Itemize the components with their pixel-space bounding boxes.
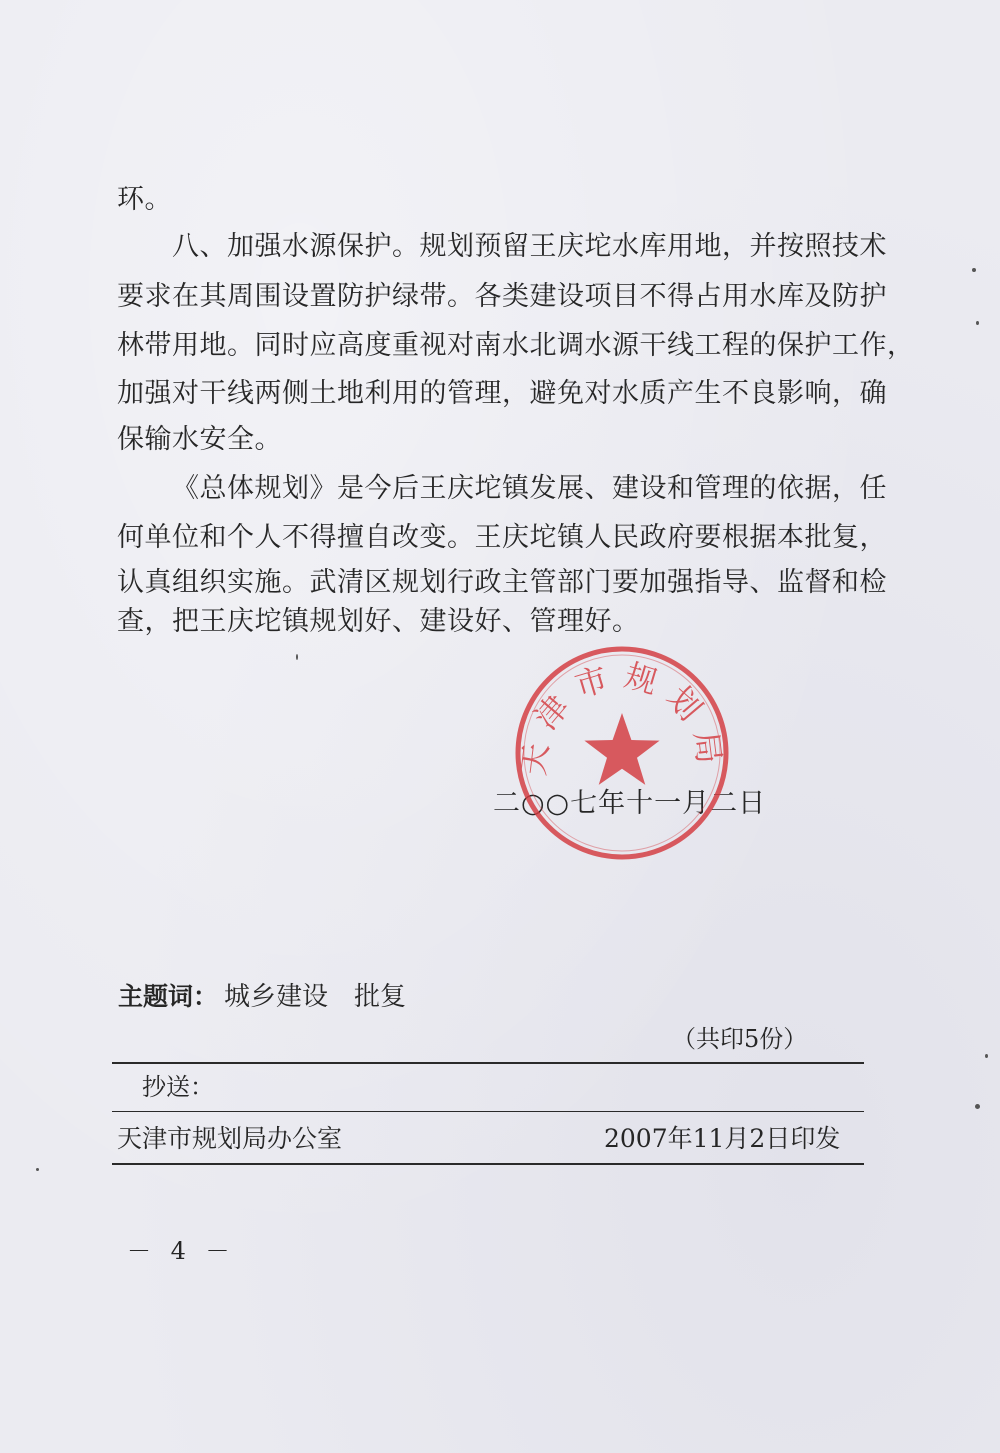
- scan-speck: [972, 268, 976, 272]
- body-line-10: 查，把王庆坨镇规划好、建设好、管理好。: [117, 606, 640, 637]
- keywords-label: 主题词：: [118, 982, 219, 1011]
- subject-keywords: [118, 981, 406, 1013]
- seal-text: 天津市规划局: [514, 656, 730, 778]
- footer-rule-middle: [112, 1111, 864, 1112]
- body-line-7: 《总体规划》是今后王庆坨镇发展、建设和管理的依据，任: [172, 473, 887, 504]
- body-line-3: 要求在其周围设置防护绿带。各类建设项目不得占用水库及防护: [117, 281, 887, 312]
- footer-rule-top: [112, 1062, 864, 1064]
- scan-speck: [976, 321, 979, 325]
- issue-date: 2007年11月2日印发: [604, 1124, 841, 1153]
- scan-speck: [985, 1054, 988, 1058]
- scan-speck: [36, 1168, 39, 1171]
- scan-speck: [975, 1104, 980, 1109]
- body-line-6: 保输水安全。: [117, 424, 282, 455]
- page-number: － 4 －: [127, 1237, 236, 1265]
- body-line-4: 林带用地。同时应高度重视对南水北调水源干线工程的保护工作，: [117, 330, 915, 361]
- body-line-8: 何单位和个人不得擅自改变。王庆坨镇人民政府要根据本批复，: [117, 522, 887, 553]
- issuing-office: 天津市规划局办公室: [117, 1124, 343, 1153]
- footer-rule-bottom: [112, 1163, 864, 1165]
- keywords-value: 城乡建设 批复: [224, 982, 407, 1012]
- signature-date: 二○○七年十一月二日: [493, 788, 767, 819]
- body-line-1: 环。: [117, 184, 172, 215]
- body-line-5: 加强对干线两侧土地利用的管理，避免对水质产生不良影响，确: [117, 378, 887, 409]
- body-line-2: 八、加强水源保护。规划预留王庆坨水库用地，并按照技术: [172, 231, 887, 262]
- seal-star-icon: [584, 713, 659, 785]
- scan-speck: [296, 654, 298, 660]
- official-seal: [512, 643, 732, 863]
- body-line-9: 认真组织实施。武清区规划行政主管部门要加强指导、监督和检: [117, 567, 887, 598]
- cc-label: 抄送：: [142, 1073, 214, 1101]
- copies-count: （共印5份）: [672, 1025, 808, 1053]
